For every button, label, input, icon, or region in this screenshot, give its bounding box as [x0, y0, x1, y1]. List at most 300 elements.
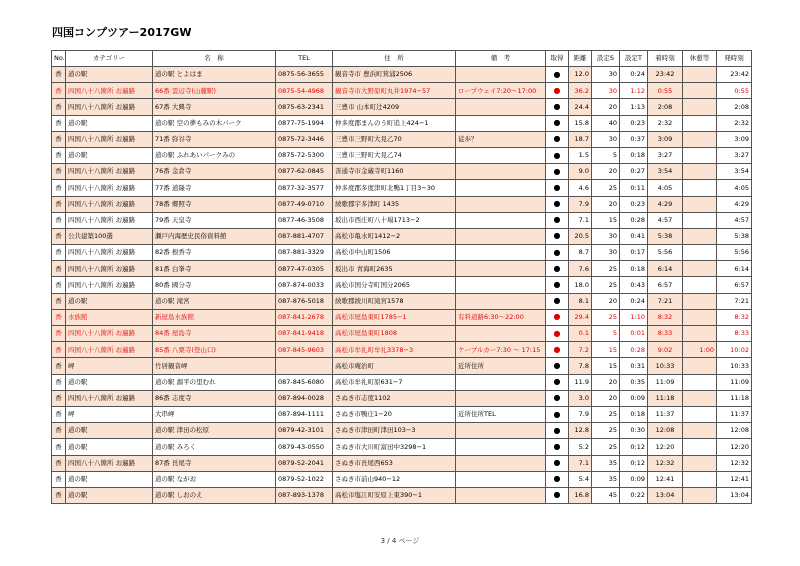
cell-setting-t: 1:12 [620, 83, 648, 99]
cell-prefecture: 香 [52, 406, 66, 422]
cell-distance: 7.1 [569, 455, 592, 471]
cell-note [456, 245, 546, 261]
cell-departure: 8:32 [717, 309, 752, 325]
cell-name: 77番 道隆寺 [153, 180, 276, 196]
cell-distance: 18.0 [569, 277, 592, 293]
cell-departure: 6:14 [717, 261, 752, 277]
cell-name: 瀬戸内海歴史民俗資料館 [153, 228, 276, 244]
cell-departure: 6:57 [717, 277, 752, 293]
cell-note [456, 455, 546, 471]
cell-distance: 5.2 [569, 439, 592, 455]
cell-distance: 29.4 [569, 309, 592, 325]
cell-category: 道の駅 [66, 423, 153, 439]
cell-arrival: 5:56 [648, 245, 683, 261]
col-distance-header: 距離 [569, 51, 592, 67]
cell-arrival: 23:42 [648, 67, 683, 83]
cell-tel: 0879-42-3101 [276, 423, 333, 439]
cell-setting-s: 25 [592, 309, 620, 325]
acquired-dot-icon: ● [546, 180, 569, 196]
cell-rest [683, 374, 717, 390]
cell-rest [683, 115, 717, 131]
cell-address: 高松市中山町1506 [333, 245, 456, 261]
cell-arrival: 2:32 [648, 115, 683, 131]
cell-tel: 087-841-9418 [276, 326, 333, 342]
cell-rest [683, 390, 717, 406]
cell-tel: 087-876-5018 [276, 293, 333, 309]
cell-name: 道の駅 しおのえ [153, 487, 276, 503]
cell-note: ケーブルカー7:30 〜 17:15 [456, 342, 546, 358]
page-footer: 3 / 4 ページ [380, 537, 420, 545]
cell-setting-t: 0:11 [620, 180, 648, 196]
cell-setting-s: 5 [592, 147, 620, 163]
table-row [52, 83, 752, 99]
cell-setting-t: 0:24 [620, 293, 648, 309]
cell-address: 三豊市三野町大見乙74 [333, 147, 456, 163]
cell-note [456, 293, 546, 309]
cell-name: 71番 弥谷寺 [153, 131, 276, 147]
cell-tel: 087-845-9603 [276, 342, 333, 358]
cell-arrival: 0:55 [648, 83, 683, 99]
cell-category: 四国八十八箇所 お遍路 [66, 245, 153, 261]
cell-setting-t: 0:31 [620, 358, 648, 374]
acquired-dot-icon: ● [546, 228, 569, 244]
cell-setting-s: 15 [592, 342, 620, 358]
cell-departure: 11:37 [717, 406, 752, 422]
col-category-header: カテゴリー [66, 51, 153, 67]
cell-rest [683, 131, 717, 147]
cell-rest [683, 196, 717, 212]
cell-distance: 16.8 [569, 487, 592, 503]
cell-distance: 5.4 [569, 471, 592, 487]
cell-rest [683, 439, 717, 455]
cell-note [456, 326, 546, 342]
cell-address: さぬき市大川町富田中3298−1 [333, 439, 456, 455]
cell-distance: 7.9 [569, 406, 592, 422]
cell-setting-t: 0:35 [620, 374, 648, 390]
cell-distance: 12.0 [569, 67, 592, 83]
cell-distance: 7.8 [569, 358, 592, 374]
table-row [52, 358, 752, 374]
cell-category: 水族館 [66, 309, 153, 325]
cell-setting-t: 0:18 [620, 406, 648, 422]
cell-note: 有料道路6:30〜22:00 [456, 309, 546, 325]
cell-setting-s: 40 [592, 115, 620, 131]
cell-setting-t: 0:43 [620, 277, 648, 293]
cell-name: 76番 金倉寺 [153, 164, 276, 180]
cell-departure: 5:56 [717, 245, 752, 261]
cell-setting-s: 20 [592, 196, 620, 212]
acquired-dot-icon: ● [546, 261, 569, 277]
cell-setting-t: 0:12 [620, 455, 648, 471]
cell-departure: 12:32 [717, 455, 752, 471]
cell-category: 道の駅 [66, 439, 153, 455]
cell-note [456, 439, 546, 455]
cell-setting-t: 0:09 [620, 471, 648, 487]
cell-prefecture: 香 [52, 115, 66, 131]
cell-prefecture: 香 [52, 277, 66, 293]
cell-address: さぬき市長尾西653 [333, 455, 456, 471]
cell-departure: 11:18 [717, 390, 752, 406]
cell-tel: 0875-54-4968 [276, 83, 333, 99]
cell-rest [683, 326, 717, 342]
cell-address: 高松市屋島東町1785−1 [333, 309, 456, 325]
cell-category: 四国八十八箇所 お遍路 [66, 196, 153, 212]
table-row [52, 277, 752, 293]
cell-tel: 0877-62-0845 [276, 164, 333, 180]
cell-name: 道の駅 みろく [153, 439, 276, 455]
cell-rest [683, 261, 717, 277]
cell-arrival: 6:57 [648, 277, 683, 293]
cell-rest [683, 164, 717, 180]
acquired-dot-icon: ● [546, 212, 569, 228]
table-row [52, 99, 752, 115]
cell-note [456, 180, 546, 196]
cell-address: 三豊市三野町大見乙70 [333, 131, 456, 147]
col-departure-header: 発時刻 [717, 51, 752, 67]
cell-setting-t: 0:30 [620, 423, 648, 439]
cell-name: 道の駅 ながお [153, 471, 276, 487]
cell-setting-s: 25 [592, 261, 620, 277]
cell-arrival: 3:27 [648, 147, 683, 163]
cell-setting-t: 0:23 [620, 196, 648, 212]
cell-departure: 0:55 [717, 83, 752, 99]
cell-setting-s: 35 [592, 455, 620, 471]
acquired-dot-icon: ● [546, 455, 569, 471]
cell-setting-t: 0:28 [620, 342, 648, 358]
cell-prefecture: 香 [52, 342, 66, 358]
cell-prefecture: 香 [52, 455, 66, 471]
table-row [52, 228, 752, 244]
cell-setting-s: 25 [592, 439, 620, 455]
cell-distance: 24.4 [569, 99, 592, 115]
cell-address: 綾歌郡宇多津町 1435 [333, 196, 456, 212]
cell-prefecture: 香 [52, 261, 66, 277]
table-row [52, 212, 752, 228]
cell-distance: 8.7 [569, 245, 592, 261]
cell-setting-t: 0:24 [620, 67, 648, 83]
cell-address: 観音寺市大野原町丸井1974−57 [333, 83, 456, 99]
cell-prefecture: 香 [52, 487, 66, 503]
cell-tel: 0877-32-3577 [276, 180, 333, 196]
cell-name: 大串岬 [153, 406, 276, 422]
cell-name: 79番 天皇寺 [153, 212, 276, 228]
col-setting-t-header: 設定T [620, 51, 648, 67]
col-setting-s-header: 設定S [592, 51, 620, 67]
cell-departure: 2:32 [717, 115, 752, 131]
cell-category: 岬 [66, 406, 153, 422]
cell-setting-s: 20 [592, 293, 620, 309]
cell-prefecture: 香 [52, 245, 66, 261]
cell-arrival: 5:38 [648, 228, 683, 244]
cell-address: 高松市塩江町安原上東390−1 [333, 487, 456, 503]
cell-tel [276, 358, 333, 374]
cell-prefecture: 香 [52, 180, 66, 196]
cell-setting-t: 1:13 [620, 99, 648, 115]
cell-arrival: 4:57 [648, 212, 683, 228]
cell-setting-t: 0:01 [620, 326, 648, 342]
cell-distance: 15.8 [569, 115, 592, 131]
cell-tel: 0877-47-0305 [276, 261, 333, 277]
cell-name: 道の駅 源平の里むれ [153, 374, 276, 390]
cell-setting-s: 20 [592, 99, 620, 115]
cell-setting-s: 25 [592, 423, 620, 439]
cell-category: 道の駅 [66, 67, 153, 83]
cell-rest [683, 423, 717, 439]
cell-name: 87番 長尾寺 [153, 455, 276, 471]
cell-name: 84番 屋島寺 [153, 326, 276, 342]
col-arrival-header: 着時刻 [648, 51, 683, 67]
cell-tel: 087-841-2678 [276, 309, 333, 325]
cell-arrival: 8:33 [648, 326, 683, 342]
cell-address: 高松市国分寺町国分2065 [333, 277, 456, 293]
table-row [52, 471, 752, 487]
table-header [52, 51, 752, 67]
cell-address: 綾歌郡綾川町滝宮1578 [333, 293, 456, 309]
cell-category: 四国八十八箇所 お遍路 [66, 212, 153, 228]
cell-category: 四国八十八箇所 お遍路 [66, 342, 153, 358]
cell-rest [683, 487, 717, 503]
cell-note [456, 228, 546, 244]
cell-setting-s: 30 [592, 228, 620, 244]
cell-category: 四国八十八箇所 お遍路 [66, 99, 153, 115]
table-row [52, 147, 752, 163]
cell-setting-t: 0:23 [620, 115, 648, 131]
table-row [52, 309, 752, 325]
cell-category: 四国八十八箇所 お遍路 [66, 131, 153, 147]
cell-note [456, 390, 546, 406]
cell-tel: 0875-72-5300 [276, 147, 333, 163]
table-row [52, 487, 752, 503]
cell-setting-s: 30 [592, 131, 620, 147]
table-row [52, 423, 752, 439]
cell-name: 80番 國分寺 [153, 277, 276, 293]
cell-departure: 3:09 [717, 131, 752, 147]
table-row [52, 115, 752, 131]
cell-distance: 8.1 [569, 293, 592, 309]
cell-note [456, 212, 546, 228]
cell-departure: 4:57 [717, 212, 752, 228]
cell-departure: 4:29 [717, 196, 752, 212]
cell-tel: 087-845-6080 [276, 374, 333, 390]
cell-setting-s: 30 [592, 245, 620, 261]
cell-rest [683, 212, 717, 228]
cell-category: 道の駅 [66, 115, 153, 131]
cell-note [456, 164, 546, 180]
cell-category: 道の駅 [66, 487, 153, 503]
cell-tel: 0879-43-0550 [276, 439, 333, 455]
cell-setting-s: 20 [592, 164, 620, 180]
cell-prefecture: 香 [52, 471, 66, 487]
cell-rest [683, 358, 717, 374]
cell-name: 竹居観音岬 [153, 358, 276, 374]
cell-name: 道の駅 津田の松原 [153, 423, 276, 439]
cell-arrival: 11:18 [648, 390, 683, 406]
acquired-dot-icon: ● [546, 99, 569, 115]
col-note-header: 備 考 [456, 51, 546, 67]
cell-name: 道の駅 滝宮 [153, 293, 276, 309]
cell-tel: 0877-46-3508 [276, 212, 333, 228]
cell-setting-s: 25 [592, 406, 620, 422]
cell-departure: 10:02 [717, 342, 752, 358]
cell-note [456, 471, 546, 487]
cell-rest [683, 277, 717, 293]
cell-distance: 3.0 [569, 390, 592, 406]
cell-tel: 087-893-1378 [276, 487, 333, 503]
cell-rest [683, 455, 717, 471]
cell-departure: 4:05 [717, 180, 752, 196]
cell-rest [683, 228, 717, 244]
cell-distance: 4.6 [569, 180, 592, 196]
cell-tel: 087-874-0033 [276, 277, 333, 293]
col-no-header: No. [52, 51, 66, 67]
cell-setting-s: 15 [592, 358, 620, 374]
cell-setting-t: 1:10 [620, 309, 648, 325]
cell-prefecture: 香 [52, 423, 66, 439]
cell-prefecture: 香 [52, 228, 66, 244]
acquired-dot-icon: ● [546, 358, 569, 374]
cell-name: 67番 大興寺 [153, 99, 276, 115]
cell-setting-s: 5 [592, 326, 620, 342]
cell-distance: 11.9 [569, 374, 592, 390]
cell-address: 坂出市 青海町2635 [333, 261, 456, 277]
cell-note [456, 261, 546, 277]
col-acquired-header: 取得 [546, 51, 569, 67]
cell-setting-s: 25 [592, 180, 620, 196]
cell-arrival: 9:02 [648, 342, 683, 358]
cell-rest [683, 245, 717, 261]
cell-category: 四国八十八箇所 お遍路 [66, 180, 153, 196]
cell-departure: 23:42 [717, 67, 752, 83]
acquired-dot-icon: ● [546, 164, 569, 180]
cell-arrival: 11:09 [648, 374, 683, 390]
cell-rest [683, 147, 717, 163]
cell-note: 近所住所 [456, 358, 546, 374]
acquired-dot-icon: ● [546, 423, 569, 439]
table-row [52, 406, 752, 422]
cell-setting-t: 0:12 [620, 439, 648, 455]
cell-departure: 12:41 [717, 471, 752, 487]
cell-setting-s: 20 [592, 374, 620, 390]
acquired-dot-icon: ● [546, 147, 569, 163]
table-row [52, 261, 752, 277]
acquired-dot-icon: ● [546, 374, 569, 390]
table-row [52, 180, 752, 196]
cell-category: 道の駅 [66, 293, 153, 309]
acquired-dot-icon: ● [546, 439, 569, 455]
cell-arrival: 11:37 [648, 406, 683, 422]
cell-category: 四国八十八箇所 お遍路 [66, 455, 153, 471]
cell-note: ロープウェイ7:20〜17:00 [456, 83, 546, 99]
cell-name: 道の駅 空の夢もみの木パーク [153, 115, 276, 131]
cell-rest [683, 180, 717, 196]
cell-distance: 20.5 [569, 228, 592, 244]
cell-prefecture: 香 [52, 99, 66, 115]
cell-setting-t: 0:37 [620, 131, 648, 147]
cell-tel: 0875-63-2341 [276, 99, 333, 115]
cell-setting-t: 0:18 [620, 261, 648, 277]
cell-arrival: 12:32 [648, 455, 683, 471]
acquired-dot-icon: ● [546, 342, 569, 358]
cell-arrival: 8:32 [648, 309, 683, 325]
cell-rest [683, 67, 717, 83]
cell-arrival: 2:08 [648, 99, 683, 115]
cell-setting-s: 15 [592, 212, 620, 228]
cell-arrival: 10:33 [648, 358, 683, 374]
acquired-dot-icon: ● [546, 309, 569, 325]
cell-address: さぬき市鴨庄1−20 [333, 406, 456, 422]
cell-distance: 12.8 [569, 423, 592, 439]
cell-rest: 1:00 [683, 342, 717, 358]
cell-note [456, 115, 546, 131]
cell-arrival: 7:21 [648, 293, 683, 309]
cell-setting-s: 20 [592, 390, 620, 406]
cell-tel: 0877-75-1994 [276, 115, 333, 131]
cell-departure: 12:20 [717, 439, 752, 455]
cell-setting-s: 25 [592, 277, 620, 293]
cell-address: さぬき市前山940−12 [333, 471, 456, 487]
cell-prefecture: 香 [52, 358, 66, 374]
cell-note [456, 67, 546, 83]
cell-address: 観音寺市 豊浜町箕浦2506 [333, 67, 456, 83]
cell-category: 道の駅 [66, 471, 153, 487]
cell-distance: 1.5 [569, 147, 592, 163]
cell-departure: 7:21 [717, 293, 752, 309]
cell-setting-s: 30 [592, 83, 620, 99]
cell-arrival: 3:09 [648, 131, 683, 147]
cell-rest [683, 471, 717, 487]
cell-tel: 087-881-4707 [276, 228, 333, 244]
table-row [52, 67, 752, 83]
cell-arrival: 12:20 [648, 439, 683, 455]
cell-name: 82番 根香寺 [153, 245, 276, 261]
cell-prefecture: 香 [52, 164, 66, 180]
cell-distance: 9.0 [569, 164, 592, 180]
col-address-header: 住 所 [333, 51, 456, 67]
table-row [52, 326, 752, 342]
cell-note: 近所住所TEL [456, 406, 546, 422]
cell-name: 86番 志度寺 [153, 390, 276, 406]
cell-setting-s: 35 [592, 471, 620, 487]
cell-prefecture: 香 [52, 212, 66, 228]
cell-name: 81番 白峯寺 [153, 261, 276, 277]
cell-prefecture: 香 [52, 374, 66, 390]
table-body [52, 67, 752, 504]
cell-tel: 087-894-1111 [276, 406, 333, 422]
acquired-dot-icon: ● [546, 293, 569, 309]
acquired-dot-icon: ● [546, 277, 569, 293]
cell-address: さぬき市津田町津田103−3 [333, 423, 456, 439]
cell-setting-s: 45 [592, 487, 620, 503]
cell-tel: 0877-49-0710 [276, 196, 333, 212]
cell-category: 道の駅 [66, 147, 153, 163]
table-row [52, 196, 752, 212]
cell-name: 85番 八栗寺(登山口) [153, 342, 276, 358]
table-row [52, 455, 752, 471]
cell-departure: 3:54 [717, 164, 752, 180]
cell-arrival: 12:41 [648, 471, 683, 487]
cell-arrival: 4:29 [648, 196, 683, 212]
acquired-dot-icon: ● [546, 115, 569, 131]
cell-address: 高松市庵治町 [333, 358, 456, 374]
cell-category: 四国八十八箇所 お遍路 [66, 277, 153, 293]
cell-address: 高松市屋島東町1808 [333, 326, 456, 342]
table-row [52, 374, 752, 390]
cell-arrival: 13:04 [648, 487, 683, 503]
cell-arrival: 12:08 [648, 423, 683, 439]
cell-category: 四国八十八箇所 お遍路 [66, 83, 153, 99]
cell-distance: 36.2 [569, 83, 592, 99]
cell-category: 岬 [66, 358, 153, 374]
